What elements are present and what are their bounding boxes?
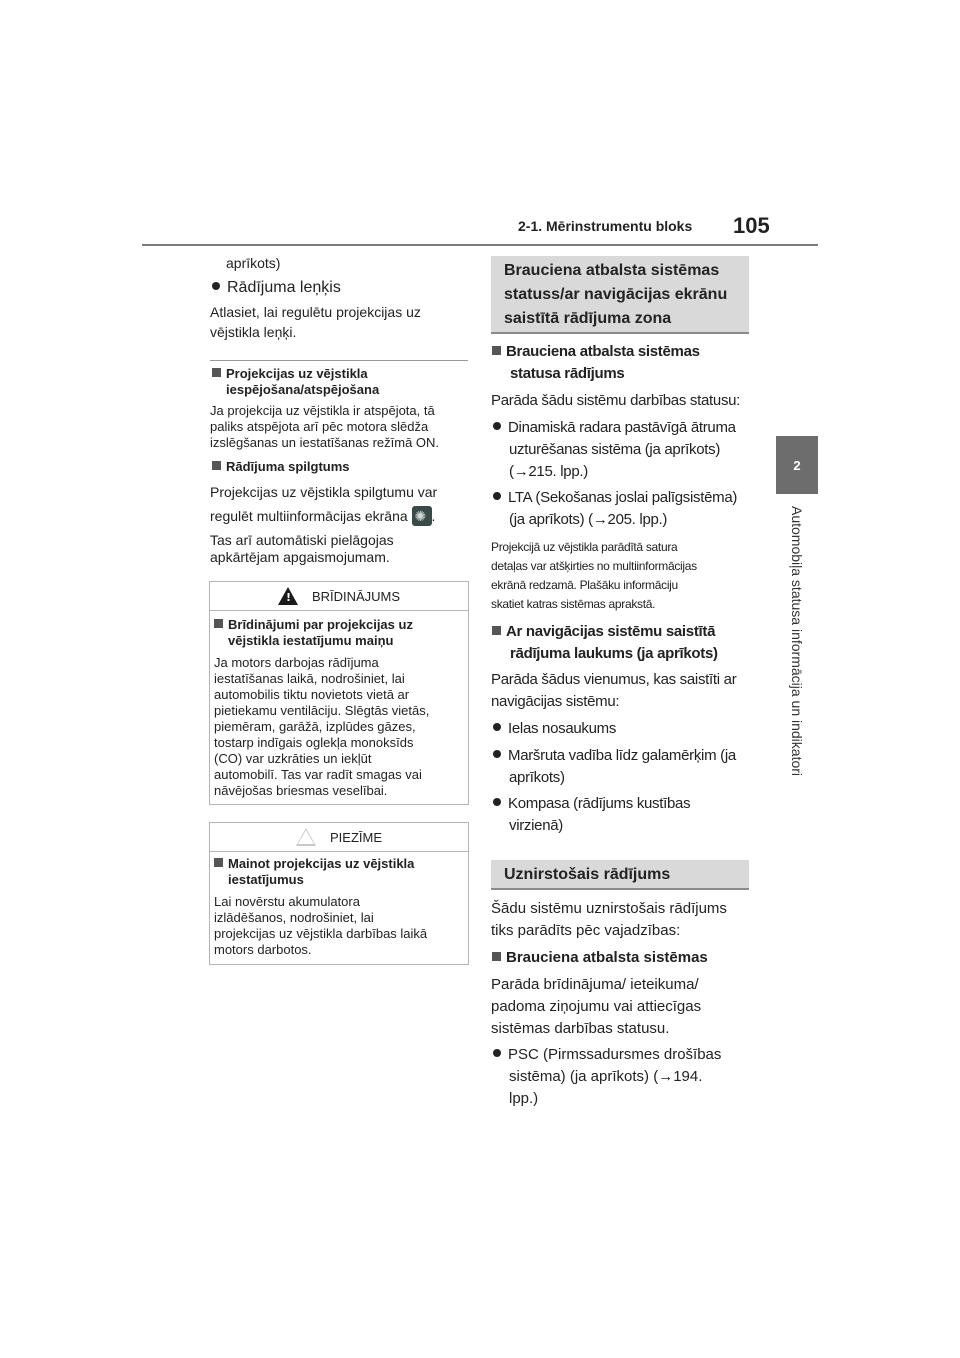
chapter-side-title-text: Automobiļa statusa informācija un indikatori [789,506,805,777]
small-note [491,538,697,614]
enable-heading-1: Projekcijas uz vējstikla [226,366,368,381]
s2-desc-line: sistēmas darbības statusu. [491,1020,670,1037]
small-note-line: Projekcijā uz vējstikla parādītā satura [491,540,678,554]
brightness-heading-label: Rādījuma spilgtums [226,459,350,474]
list-item [493,1044,721,1110]
list-item [493,487,737,531]
s2-desc [491,974,701,1040]
sub2-intro-line: navigācijas sistēmu: [491,693,620,710]
sub2-intro [491,669,736,713]
list-item-text: Dinamiskā radara pastāvīgā ātruma [508,419,736,436]
chapter-side-title [787,506,807,806]
sub-heading-assist-status-2: statusa rādījums [510,365,625,382]
square-bullet-icon [492,346,501,355]
sub-heading-popup-assist-label: Brauciena atbalsta sistēmas [506,949,708,966]
list-item-text: Maršruta vadība līdz galamērķim (ja [508,747,736,764]
warning-line: Ja motors darbojas rādījuma [214,655,379,670]
list-item-text: uzturēšanas sistēma (ja aprīkots) [509,441,721,458]
section-heading-popup: Uznirstošais rādījums [491,860,749,890]
warning-line: piemēram, garāžā, izplūdes gāzes, [214,719,416,734]
warning-line: automobilī. Tas var radīt smagas vai [214,767,422,782]
list-item-text: lpp.) [509,1090,539,1107]
square-bullet-icon [212,368,221,377]
section-title: 2-1. Mērinstrumentu bloks [518,218,693,234]
warning-line: pietiekamu ventilāciju. Slēgtās vietās, [214,703,430,718]
bullet-dot-icon [493,1049,501,1057]
settings-gear-icon [412,506,432,526]
brightness-heading [212,459,350,475]
sub-heading-navigation [492,621,718,665]
square-bullet-icon [212,461,221,470]
s2-intro-line: tiks parādīts pēc vajadzības: [491,922,681,939]
list-item-text: aprīkots) [509,769,565,786]
list-item-text: Kompasa (rādījums kustības [508,795,691,812]
list-item-text: PSC (Pirmssadursmes drošības [508,1046,722,1063]
notice-line: izlādēšanos, nodrošiniet, lai [214,910,374,925]
notice-triangle-icon [296,828,316,846]
angle-desc-2: vējstikla leņķi. [210,324,297,340]
bright-desc-2: regulēt multiinformācijas ekrāna ✺ . [210,506,435,527]
bright-desc-2-text: regulēt multiinformācijas ekrāna [210,508,408,524]
list-item-text: Ielas nosaukums [508,720,617,737]
section-heading-assist [491,256,749,334]
list-item [493,745,736,789]
enable-desc [210,403,439,451]
square-bullet-icon [214,619,223,628]
header-rule [142,244,818,246]
enable-heading [212,366,379,398]
notice-heading-2: iestatījumus [228,872,304,887]
warning-triangle-icon [278,587,298,605]
warning-line: iestatīšanas laikā, nodrošiniet, lai [214,671,405,686]
list-item [493,718,616,740]
bullet-dot-icon [493,723,501,731]
angle-bullet [212,277,341,299]
list-item-text[interactable]: (ja aprīkots) (→205. lpp.) [509,511,668,528]
warning-body [210,649,468,799]
notice-box-header [210,823,468,852]
warning-line: (CO) var uzkrāties un iekļūt [214,751,372,766]
chapter-tab[interactable]: 2 [776,436,818,494]
list-item-text[interactable]: sistēma) (ja aprīkots) (→194. [509,1068,703,1085]
bright-desc-1: Projekcijas uz vējstikla spilgtumu var [210,484,438,500]
notice-heading [210,852,468,888]
page-number: 105 [733,213,770,238]
section-heading-line: Brauciena atbalsta sistēmas [504,262,720,279]
section-heading-line: saistītā rādījuma zona [504,310,672,327]
warning-title: BRĪDINĀJUMS [311,588,401,604]
warning-box [209,581,469,805]
warning-line: nāvējošas briesmas veselībai. [214,783,388,798]
sub2-intro-line: Parāda šādus vienumus, kas saistīti ar [491,671,737,688]
angle-desc-1: Atlasiet, lai regulētu projekcijas uz [210,304,421,320]
bright-desc-3: Tas arī automātiski pielāgojas [210,532,394,548]
warning-box-header [210,582,468,611]
section-heading-line: statuss/ar navigācijas ekrānu [504,286,728,303]
sub-heading-navigation-2: rādījuma laukums (ja aprīkots) [510,645,718,662]
notice-title: PIEZĪME [329,829,382,845]
bright-desc-4: apkārtējam apgaismojumam. [210,549,390,565]
notice-heading-1: Mainot projekcijas uz vējstikla [228,856,415,871]
warning-line: tostarp indīgais oglekļa monoksīds [214,735,414,750]
list-item-text: LTA (Sekošanas joslai palīgsistēma) [508,489,738,506]
warning-heading-1: Brīdinājumi par projekcijas uz [228,617,413,632]
square-bullet-icon [492,626,501,635]
bullet-dot-icon [212,282,220,290]
enable-desc-2: paliks atspējota arī pēc motora slēdža [210,419,429,434]
list-item-text: virzienā) [509,817,563,834]
notice-line: Lai novērstu akumulatora [214,894,360,909]
notice-box [209,822,469,965]
sub1-intro: Parāda šādu sistēmu darbības statusu: [491,392,741,409]
list-item-text[interactable]: (→215. lpp.) [509,463,588,480]
warning-line: automobilis tiktu novietots vietā ar [214,687,410,702]
s2-intro-line: Šādu sistēmu uznirstošais rādījums [491,900,727,917]
small-note-line: ekrānā redzamā. Plašāku informāciju [491,578,678,592]
small-note-line: skatiet katras sistēmas aprakstā. [491,597,656,611]
bullet-dot-icon [493,422,501,430]
enable-desc-1: Ja projekcija uz vējstikla ir atspējota, tā [210,403,435,418]
sub-heading-navigation-1: Ar navigācijas sistēmu saistītā [506,623,716,640]
notice-line: motors darbotos. [214,942,312,957]
list-item [493,417,736,483]
warning-heading-2: vējstikla iestatījumu maiņu [228,633,394,648]
small-note-line: detaļas var atšķirties no multiinformācijas [491,559,697,573]
bullet-dot-icon [493,492,501,500]
notice-line: projekcijas uz vējstikla darbības laikā [214,926,428,941]
s2-desc-line: padoma ziņojumu vai attiecīgas [491,998,702,1015]
sub-heading-popup-assist [492,947,708,969]
continued-line: aprīkots) [226,255,281,271]
angle-bullet-label: Rādījuma leņķis [227,279,341,296]
s2-intro [491,898,727,942]
bullet-dot-icon [493,750,501,758]
warning-heading [210,611,468,649]
sub-heading-assist-status-1: Brauciena atbalsta sistēmas [506,343,700,360]
list-item [493,793,690,837]
enable-heading-2: iespējošana/atspējošana [226,382,380,397]
sub-heading-assist-status [492,341,700,385]
s2-desc-line: Parāda brīdinājuma/ ieteikuma/ [491,976,699,993]
square-bullet-icon [214,858,223,867]
bullet-dot-icon [493,798,501,806]
notice-body [210,888,468,958]
enable-desc-3: izslēgšanas un iestatīšanas režīmā ON. [210,435,440,450]
divider [210,360,468,361]
square-bullet-icon [492,952,501,961]
